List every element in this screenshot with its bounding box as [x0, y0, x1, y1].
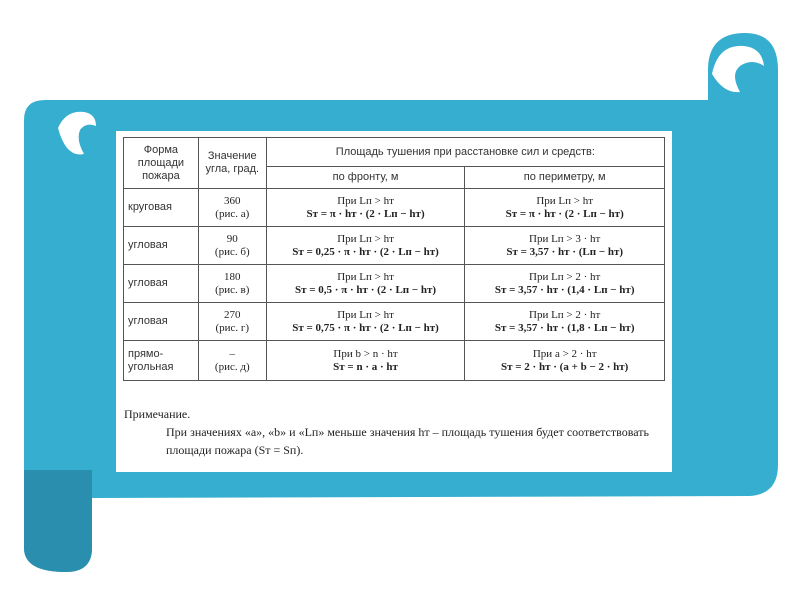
cell-perimeter: При Lп > 3 · hт Sт = 3,57 · hт · (Lп − hт)	[465, 227, 665, 265]
cell-form: угловая	[124, 265, 199, 303]
header-form: Форма площади пожара	[124, 138, 199, 189]
cell-angle: – (рис. д)	[198, 341, 266, 381]
cell-perimeter: При Lп > 2 · hт Sт = 3,57 · hт · (1,4 · Lп − hт)	[465, 265, 665, 303]
cell-perimeter: При Lп > 2 · hт Sт = 3,57 · hт · (1,8 · Lп − hт)	[465, 303, 665, 341]
table-row	[124, 227, 665, 265]
cell-form: угловая	[124, 303, 199, 341]
table-row	[124, 265, 665, 303]
cell-perimeter: При a > 2 · hт Sт = 2 · hт · (a + b − 2 · hт)	[465, 341, 665, 381]
note-block	[124, 405, 664, 459]
header-front: по фронту, м	[266, 167, 465, 189]
extinguishing-area-table	[123, 137, 665, 381]
header-area: Площадь тушения при расстановке сил и средств:	[266, 138, 664, 167]
header-perimeter: по периметру, м	[465, 167, 665, 189]
cell-front: При Lп > hт Sт = 0,75 · π · hт · (2 · Lп − hт)	[266, 303, 465, 341]
content-panel	[116, 131, 672, 472]
cell-front: При Lп > hт Sт = π · hт · (2 · Lп − hт)	[266, 189, 465, 227]
table-row	[124, 341, 665, 381]
cell-angle: 180 (рис. в)	[198, 265, 266, 303]
cell-angle: 360 (рис. а)	[198, 189, 266, 227]
table-row	[124, 303, 665, 341]
cell-front: При Lп > hт Sт = 0,25 · π · hт · (2 · Lп − hт)	[266, 227, 465, 265]
table-row	[124, 189, 665, 227]
table-header-row	[124, 138, 665, 167]
cell-angle: 90 (рис. б)	[198, 227, 266, 265]
cell-front: При b > n · hт Sт = n · a · hт	[266, 341, 465, 381]
cell-form: прямо-угольная	[124, 341, 199, 381]
cell-front: При Lп > hт Sт = 0,5 · π · hт · (2 · Lп − hт)	[266, 265, 465, 303]
header-angle: Значение угла, град.	[198, 138, 266, 189]
cell-form: круговая	[124, 189, 199, 227]
note-text: При значениях «а», «b» и «Lп» меньше значения hт – площадь тушения будет соответствовать площади пожара (Sт = Sп).	[166, 425, 649, 457]
cell-angle: 270 (рис. г)	[198, 303, 266, 341]
note-title: Примечание.	[124, 407, 191, 421]
cell-form: угловая	[124, 227, 199, 265]
scroll-left-roll-shade	[24, 470, 92, 572]
cell-perimeter: При Lп > hт Sт = π · hт · (2 · Lп − hт)	[465, 189, 665, 227]
